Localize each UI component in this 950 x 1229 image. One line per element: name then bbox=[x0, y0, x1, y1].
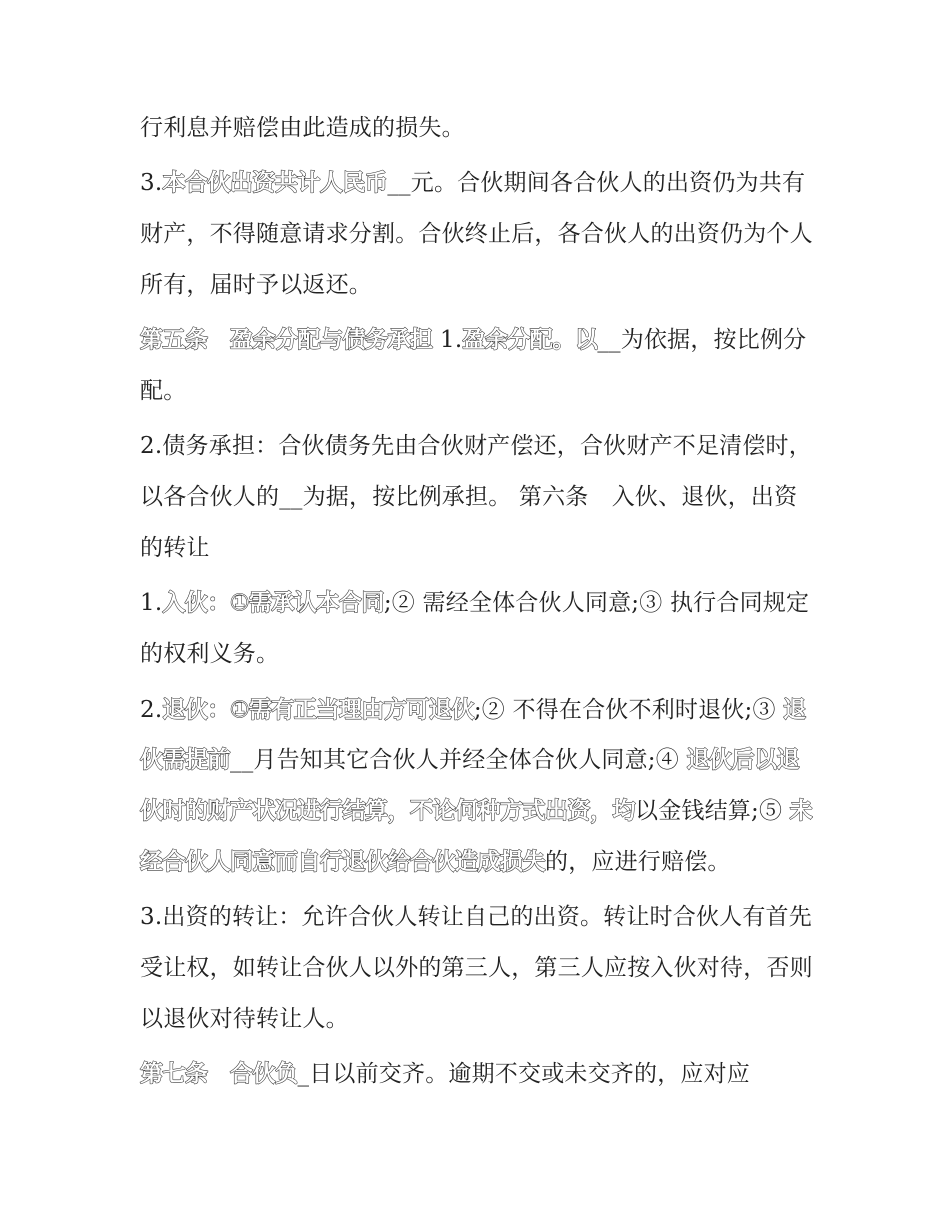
paragraph-5 bbox=[140, 578, 820, 680]
text-run: _日以前交齐。逾期不交或未交齐的，应对应 bbox=[297, 1061, 750, 1088]
text-run: ;② 不得在合伙不利时退伙;③ bbox=[473, 696, 784, 723]
text-run: 3. bbox=[140, 170, 163, 197]
paragraph-6 bbox=[140, 685, 820, 888]
styled-text-run: 第五条 盈余分配与债务承担 bbox=[140, 327, 433, 354]
styled-text-run: 本合伙出资共计人民币 bbox=[162, 170, 388, 197]
paragraph-2 bbox=[140, 158, 820, 310]
styled-text-run: 盈余分配。以 bbox=[462, 327, 598, 354]
paragraph-3 bbox=[140, 315, 820, 417]
text-run: __为依据，按比例分配。 bbox=[140, 327, 807, 405]
styled-text-run: 退伙：①需有正当理由方可退伙 bbox=[162, 696, 474, 723]
paragraph-4 bbox=[140, 421, 820, 573]
document-page bbox=[140, 103, 820, 1105]
text-run: ;② 需经全体合伙人同意;③ 执行合同规定的权利义务。 bbox=[140, 590, 810, 668]
styled-text-run: 未经合伙人同意而自行退伙给合伙造成损失 bbox=[140, 798, 813, 875]
styled-text-run: 入伙：①需承认本合同 bbox=[162, 590, 384, 617]
text-run: 1. bbox=[432, 327, 463, 354]
styled-text-run: 退伙后以退伙时的财产状况进行结算，不论何种方式出资，均 bbox=[140, 747, 799, 825]
text-run: __月告知其它合伙人并经全体合伙人同意;④ bbox=[230, 747, 687, 774]
text-run: 1. bbox=[140, 590, 163, 617]
styled-text-run: 第七条 合伙负 bbox=[140, 1061, 298, 1088]
paragraph-1 bbox=[140, 103, 820, 154]
text-run: 3.出资的转让：允许合伙人转让自己的出资。转让时合伙人有首先受让权，如转让合伙人以外的第三人，第三人应按入伙对待，否则以退伙对待转让人。 bbox=[140, 904, 813, 1032]
text-run: 行利息并赔偿由此造成的损失。 bbox=[140, 115, 465, 141]
paragraph-7 bbox=[140, 892, 820, 1044]
text-run: 以金钱结算;⑤ bbox=[635, 798, 790, 825]
paragraph-8 bbox=[140, 1049, 820, 1100]
text-run: 2. bbox=[140, 696, 163, 723]
text-run: 的，应进行赔偿。 bbox=[545, 848, 731, 875]
styled-text-run: 退伙需提前 bbox=[140, 696, 806, 774]
text-run: __元。合伙期间各合伙人的出资仍为共有财产，不得随意请求分割。合伙终止后，各合伙人的出资仍为个人所有，届时予以返还。 bbox=[140, 170, 813, 298]
text-run: 2.债务承担：合伙债务先由合伙财产偿还，合伙财产不足清偿时，以各合伙人的__为据，按比例承担。 第六条 入伙、退伙，出资的转让 bbox=[140, 433, 812, 562]
